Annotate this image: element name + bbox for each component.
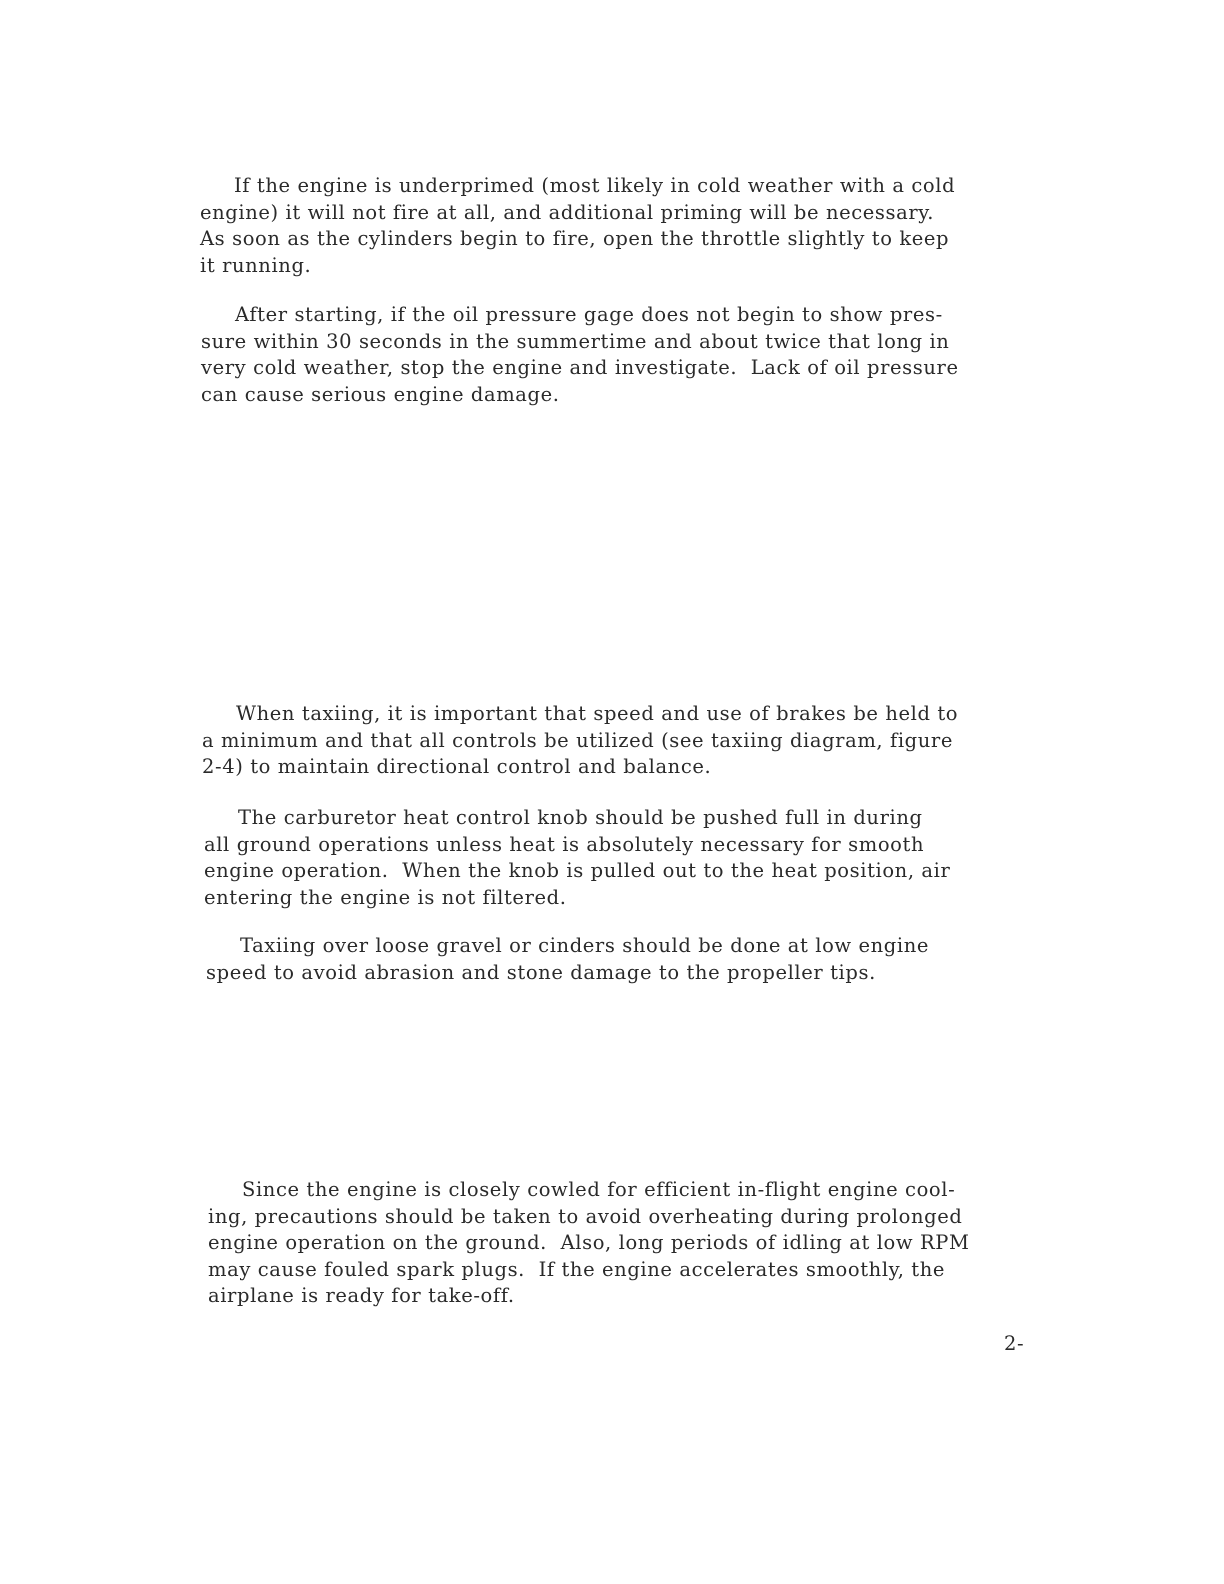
text-line: very cold weather, stop the engine and investigate. Lack of oil pressure [201,356,959,380]
text-line: entering the engine is not filtered. [204,885,567,909]
text-line: it running. [200,253,312,277]
text-line: engine) it will not fire at all, and additional priming will be necessary. [200,200,935,224]
text-line: Since the engine is closely cowled for efficient in-flight engine cool- [208,1178,956,1201]
paragraph-loose-gravel [206,933,929,986]
page-number: 2- [1004,1332,1025,1355]
text-line: The carburetor heat control knob should be pushed full in during [204,806,923,829]
text-line: engine operation. When the knob is pulled out to the heat position, air [204,859,951,883]
paragraph-engine-cooling [208,1177,970,1310]
paragraph-underprimed-engine [200,173,955,279]
text-line: After starting, if the oil pressure gage does not begin to show pres- [201,303,943,326]
text-line: 2-4) to maintain directional control and balance. [202,755,712,779]
text-line: all ground operations unless heat is absolutely necessary for smooth [204,832,925,856]
text-line: As soon as the cylinders begin to fire, open the throttle slightly to keep [200,227,950,251]
text-line: sure within 30 seconds in the summertime and about twice that long in [201,329,950,353]
paragraph-taxiing [202,701,958,781]
text-line: a minimum and that all controls be utilized (see taxiing diagram, figure [202,728,953,752]
text-line: When taxiing, it is important that speed and use of brakes be held to [202,702,959,725]
text-line: may cause fouled spark plugs. If the engine accelerates smoothly, the [208,1257,946,1281]
text-line: can cause serious engine damage. [201,382,560,406]
text-line: speed to avoid abrasion and stone damage to the propeller tips. [206,960,876,984]
text-line: If the engine is underprimed (most likely in cold weather with a cold [200,174,956,197]
text-line: ing, precautions should be taken to avoid overheating during prolonged [208,1204,963,1228]
text-line: airplane is ready for take-off. [208,1284,515,1308]
text-line: Taxiing over loose gravel or cinders should be done at low engine [206,934,930,957]
paragraph-carburetor-heat [204,805,950,911]
paragraph-oil-pressure [201,302,959,408]
text-line: engine operation on the ground. Also, long periods of idling at low RPM [208,1231,970,1255]
